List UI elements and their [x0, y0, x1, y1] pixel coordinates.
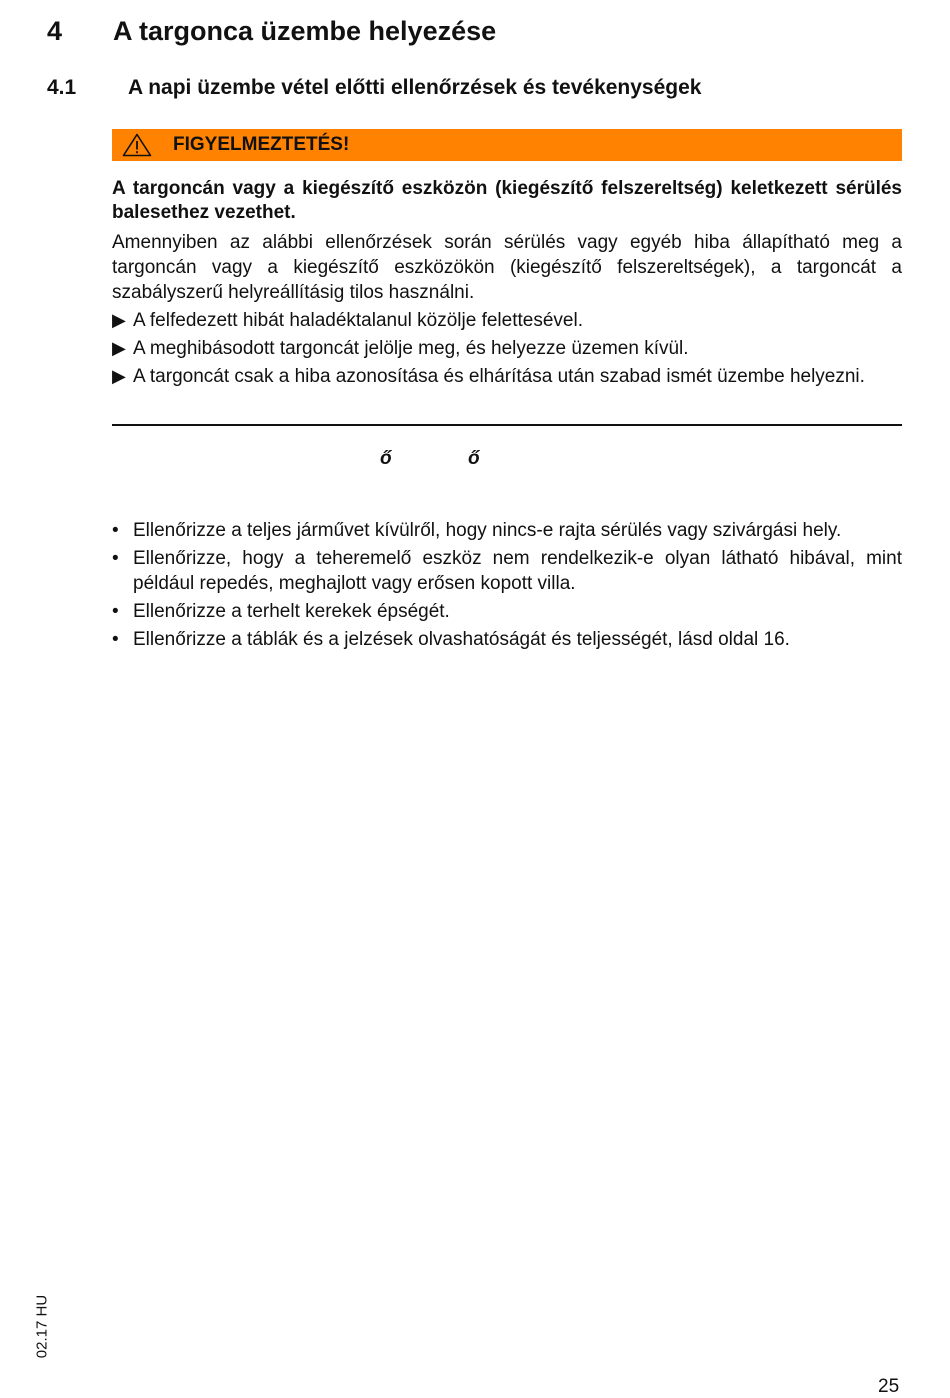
arrow-right-icon: ▶ [112, 338, 126, 358]
list-item [112, 518, 902, 543]
chapter-title: A targonca üzembe helyezése [113, 16, 497, 46]
check-list [112, 518, 902, 655]
bullet-icon: • [112, 601, 119, 622]
list-item [112, 627, 902, 652]
check-text: Ellenőrizze, hogy a teheremelő eszköz nem rendelkezik-e olyan látható hibával, mint például repedés, meghajlott vagy erősen kopott villa. [133, 548, 902, 594]
list-item [112, 546, 902, 596]
warning-steps [112, 308, 902, 392]
bullet-icon: • [112, 629, 119, 650]
step-text: A felfedezett hibát haladéktalanul közölje felettesével. [133, 310, 583, 331]
heading-fragment: ő [468, 448, 480, 469]
arrow-right-icon: ▶ [112, 366, 126, 386]
page-number: 25 [878, 1376, 900, 1397]
warning-lead: A targoncán vagy a kiegészítő eszközön (kiegészítő felszereltség) keletkezett sérülés balesethez vezethet. [112, 178, 902, 223]
step-text: A targoncát csak a hiba azonosítása és elhárítása után szabad ismét üzembe helyezni. [133, 366, 865, 387]
check-text: Ellenőrizze a teljes járművet kívülről, hogy nincs-e rajta sérülés vagy szivárgási hely. [133, 520, 842, 541]
list-item [112, 336, 902, 361]
bullet-icon: • [112, 548, 119, 569]
warning-end-divider [112, 424, 902, 426]
arrow-right-icon: ▶ [112, 310, 126, 330]
list-item [112, 308, 902, 333]
section-title: A napi üzembe vétel előtti ellenőrzések és tevékenységek [128, 76, 702, 99]
step-text: A meghibásodott targoncát jelölje meg, és helyezze üzemen kívül. [133, 338, 689, 359]
warning-label: FIGYELMEZTETÉS! [173, 134, 350, 155]
chapter-heading [47, 16, 496, 47]
warning-banner [112, 129, 902, 161]
warning-triangle-icon [122, 133, 152, 157]
edition-label: 02.17 HU [33, 1294, 51, 1359]
section-number: 4.1 [47, 76, 77, 99]
section-heading [47, 76, 701, 100]
bullet-icon: • [112, 520, 119, 541]
heading-fragment: ő [380, 448, 392, 469]
check-text: Ellenőrizze a terhelt kerekek épségét. [133, 601, 450, 622]
list-item [112, 364, 902, 389]
chapter-number: 4 [47, 16, 63, 46]
warning-body: Amennyiben az alábbi ellenőrzések során sérülés vagy egyéb hiba állapítható meg a targoncán vagy a kiegészítő eszközökön (kiegészítő felszereltségek), a targoncát a szabályszerű helyreállításig tilos használni. [112, 232, 902, 303]
check-text: Ellenőrizze a táblák és a jelzések olvashatóságát és teljességét, lásd oldal 16. [133, 629, 790, 650]
list-item [112, 599, 902, 624]
